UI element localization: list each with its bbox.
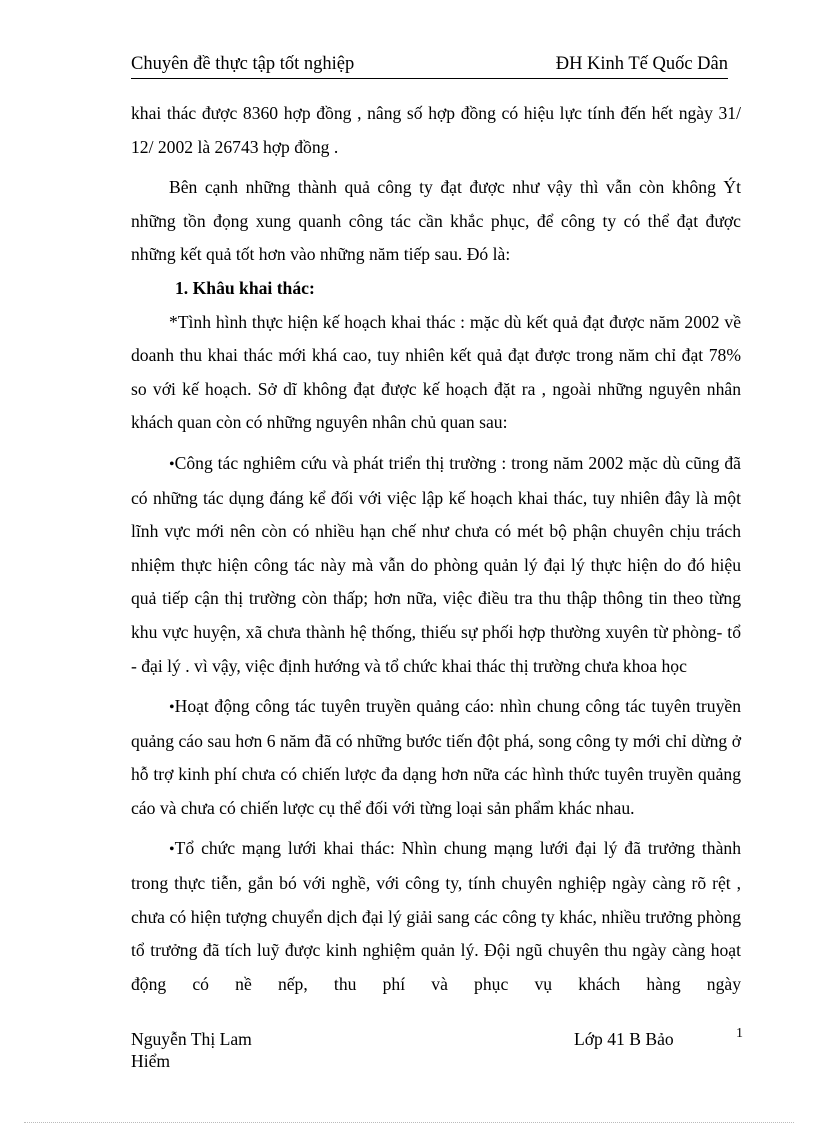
footer-class: Lớp 41 B Bảo	[574, 1029, 674, 1049]
bullet-paragraph-market-research	[131, 447, 741, 683]
footer-author-name: Nguyễn Thị Lam	[131, 1029, 252, 1049]
footer-class-wrap: Hiểm	[131, 1051, 171, 1071]
bullet-paragraph-advertising	[131, 690, 741, 825]
paragraph-plan-status: *Tình hình thực hiện kế hoạch khai thác : mặc dù kết quả đạt được năm 2002 về doanh thu khai thác mới khá cao, tuy nhiên kết quả đạt được trong năm chỉ đạt 78% so với kế hoạch. Sở dĩ không đạt được kế hoạch đặt ra , ngoài những nguyên nhân khách quan còn có những nguyên nhân chủ quan sau:	[131, 311, 741, 433]
page-header	[131, 52, 728, 79]
section-heading: 1. Khâu khai thác:	[175, 277, 315, 298]
bullet-text: Hoạt động công tác tuyên truyền quảng cáo: nhìn chung công tác tuyên truyền quảng cáo sau hơn 6 năm đã có những bước tiến đột phá, song công ty mới chỉ dừng ở hỗ trợ kinh phí chưa có chiến lược đa dạng hơn nữa các hình thức tuyên truyền quảng cáo và chưa có chiến lược cụ thể đối với từng loại sản phẩm khác nhau.	[131, 696, 741, 818]
header-title-right: ĐH Kinh Tế Quốc Dân	[555, 54, 728, 74]
page-number: 1	[736, 1026, 743, 1041]
header-title-left: Chuyên đề thực tập tốt nghiệp	[131, 54, 355, 74]
paragraph-continuation: khai thác được 8360 hợp đồng , nâng số hợp đồng có hiệu lực tính đến hết ngày 31/ 12/ 2002 là 26743 hợp đồng .	[131, 103, 741, 157]
paragraph-intro: Bên cạnh những thành quả công ty đạt được như vậy thì vẫn còn không Ýt những tồn đọng xung quanh công tác cần khắc phục, để công ty có thể đạt được những kết quả tốt hơn vào những năm tiếp sau. Đó là:	[131, 177, 741, 265]
bullet-text: Công tác nghiêm cứu và phát triển thị trường : trong năm 2002 mặc dù cũng đã có những tác dụng đáng kể đối với việc lập kế hoạch khai thác, tuy nhiên đây là một lĩnh vực mới nên còn có nhiều hạn chế như chưa có mét bộ phận chuyên chịu trách nhiệm thực hiện công tác này mà vẫn do phòng quản lý đại lý thực hiện do đó hiệu quả tiếp cận thị trường còn thấp; hơn nữa, việc điều tra thu thập thông tin theo từng khu vực huyện, xã chưa thành hệ thống, thiếu sự phối hợp thường xuyên từ phòng- tổ - đại lý . vì vậy, việc định hướng và tổ chức khai thác thị trường chưa khoa học	[131, 452, 741, 676]
bullet-icon: •	[169, 455, 175, 473]
footer-author	[131, 1028, 252, 1072]
bullet-icon: •	[169, 841, 175, 859]
bullet-text: Tổ chức mạng lưới khai thác: Nhìn chung mạng lưới đại lý đã trưởng thành trong thực tiễn, gắn bó với nghề, với công ty, tính chuyên nghiệp ngày càng rõ rệt , chưa có hiện tượng chuyển dịch đại lý giải sang các công ty khác, nhiều trưởng phòng tổ trưởng đã tích luỹ được kinh nghiệm quản lý. Đội ngũ chuyên thu ngày càng hoạt động có nề nếp, thu phí và phục vụ khách hàng ngày	[131, 838, 741, 994]
bullet-icon: •	[169, 699, 175, 717]
body-text	[131, 97, 741, 1001]
bullet-paragraph-agency-network	[131, 832, 741, 1001]
